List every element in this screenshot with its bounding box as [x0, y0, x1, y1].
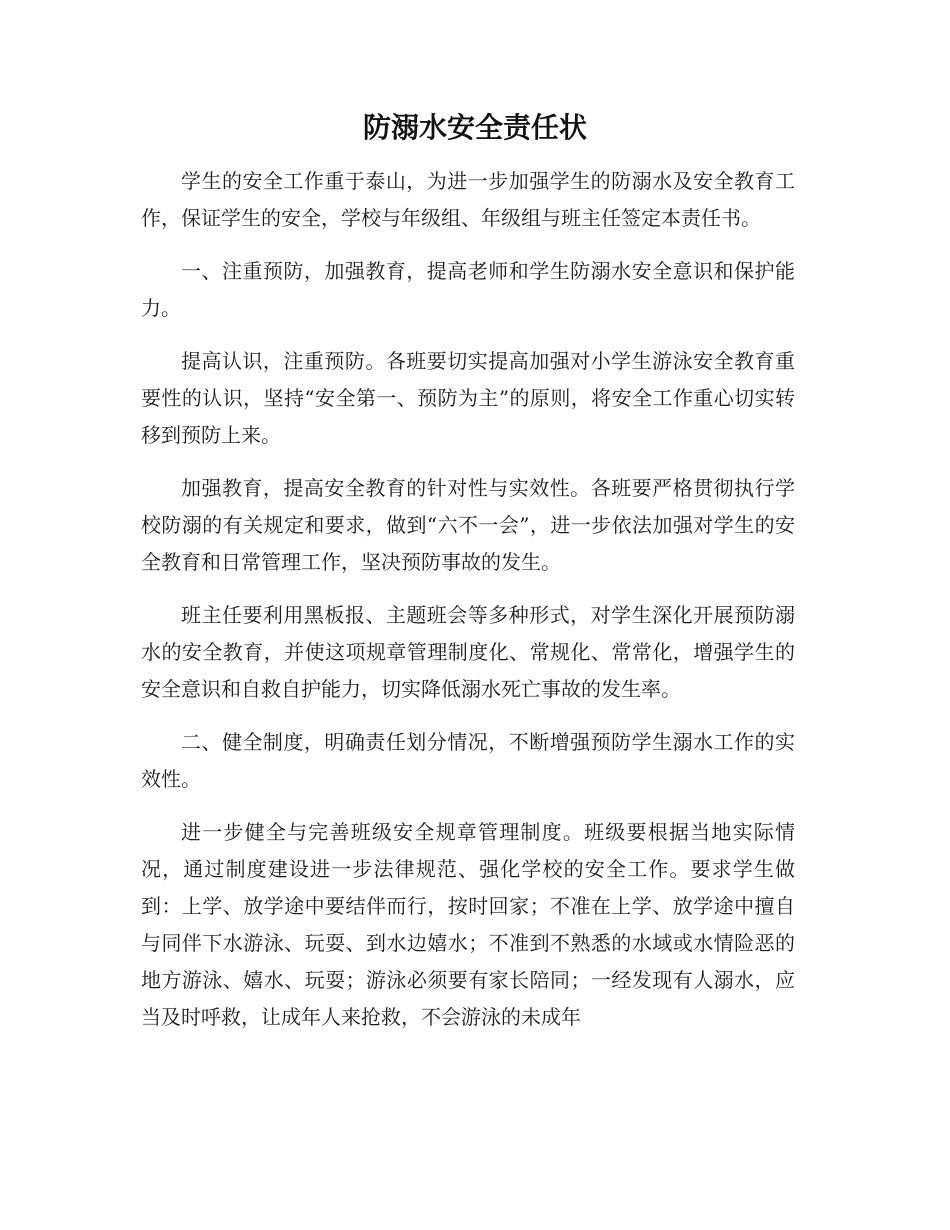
paragraph-section-1-heading: 一、注重预防，加强教育，提高老师和学生防溺水安全意识和保护能力。	[141, 259, 795, 320]
paragraph-section-2-heading: 二、健全制度，明确责任划分情况，不断增强预防学生溺水工作的实效性。	[141, 730, 795, 791]
paragraph-rules: 进一步健全与完善班级安全规章管理制度。班级要根据当地实际情况，通过制度建设进一步法律规范、强化学校的安全工作。要求学生做到：上学、放学途中要结伴而行，按时回家；不准在上学、放学途中擅自与同伴下水游泳、玩耍、到水边嬉水；不准到不熟悉的水域或水情险恶的地方游泳、嬉水、玩耍；游泳必须要有家长陪同；一经发现有人溺水，应当及时呼救，让成年人来抢救，不会游泳的未成年	[141, 820, 795, 1029]
paragraph-intro: 学生的安全工作重于泰山，为进一步加强学生的防溺水及安全教育工作，保证学生的安全，学校与年级组、年级组与班主任签定本责任书。	[141, 169, 795, 230]
paragraph-class-teacher: 班主任要利用黑板报、主题班会等多种形式，对学生深化开展预防溺水的安全教育，并使这项规章管理制度化、常规化、常常化，增强学生的安全意识和自救自护能力，切实降低溺水死亡事故的发生率。	[141, 603, 795, 701]
paragraph-education: 加强教育，提高安全教育的针对性与实效性。各班要严格贯彻执行学校防溺的有关规定和要求，做到“六不一会”，进一步依法加强对学生的安全教育和日常管理工作，坚决预防事故的发生。	[141, 476, 795, 574]
document-title: 防溺水安全责任状	[362, 111, 587, 144]
paragraph-awareness: 提高认识，注重预防。各班要切实提高加强对小学生游泳安全教育重要性的认识，坚持“安全第一、预防为主”的原则，将安全工作重心切实转移到预防上来。	[141, 349, 795, 447]
document-body	[141, 163, 795, 1052]
